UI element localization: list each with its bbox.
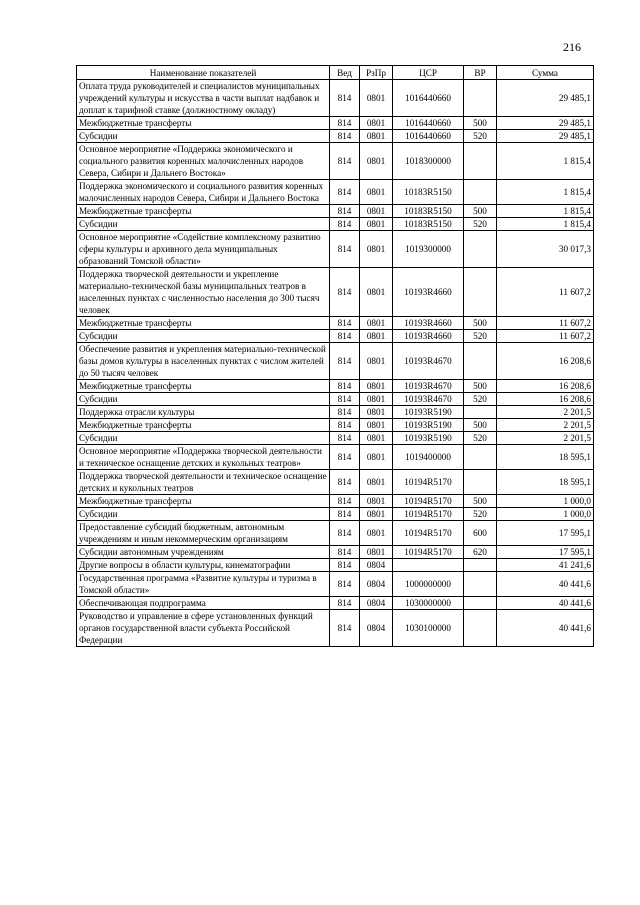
row-ved: 814 xyxy=(330,231,360,268)
table-row xyxy=(77,80,594,117)
row-sum: 29 485,1 xyxy=(497,80,594,117)
row-vr: 520 xyxy=(464,130,497,143)
row-name: Субсидии xyxy=(77,130,330,143)
row-vr: 620 xyxy=(464,546,497,559)
row-ved: 814 xyxy=(330,470,360,495)
row-csr: 10193R5190 xyxy=(393,419,464,432)
row-name: Поддержка экономического и социального развития коренных малочисленных народов Севера, Сибири и Дальнего Востока xyxy=(77,180,330,205)
row-csr: 10193R4670 xyxy=(393,393,464,406)
row-rzpr: 0801 xyxy=(360,180,393,205)
row-name: Субсидии автономным учреждениям xyxy=(77,546,330,559)
row-name: Субсидии xyxy=(77,432,330,445)
row-csr: 10193R5190 xyxy=(393,406,464,419)
row-sum: 17 595,1 xyxy=(497,546,594,559)
row-vr xyxy=(464,406,497,419)
row-name: Основное мероприятие «Поддержка экономического и социального развития коренных малочисленных народов Севера, Сибири и Дальнего Востока» xyxy=(77,143,330,180)
row-vr: 520 xyxy=(464,393,497,406)
row-sum: 16 208,6 xyxy=(497,343,594,380)
row-csr: 10193R5190 xyxy=(393,432,464,445)
row-rzpr: 0801 xyxy=(360,143,393,180)
row-rzpr: 0801 xyxy=(360,521,393,546)
row-ved: 814 xyxy=(330,546,360,559)
table-row xyxy=(77,495,594,508)
row-name: Предоставление субсидий бюджетным, автономным учреждениям и иным некоммерческим организациям xyxy=(77,521,330,546)
row-sum: 29 485,1 xyxy=(497,117,594,130)
row-name: Субсидии xyxy=(77,393,330,406)
row-csr: 10194R5170 xyxy=(393,521,464,546)
row-name: Межбюджетные трансферты xyxy=(77,117,330,130)
row-rzpr: 0804 xyxy=(360,572,393,597)
row-csr: 10183R5150 xyxy=(393,205,464,218)
row-name: Обеспечивающая подпрограмма xyxy=(77,597,330,610)
row-ved: 814 xyxy=(330,330,360,343)
row-rzpr: 0804 xyxy=(360,559,393,572)
row-name: Оплата труда руководителей и специалистов муниципальных учреждений культуры и искусства в части выплат надбавок и доплат к тарифной ставке (должностному окладу) xyxy=(77,80,330,117)
row-csr: 1030100000 xyxy=(393,610,464,647)
row-ved: 814 xyxy=(330,218,360,231)
row-name: Поддержка творческой деятельности и укрепление материально-технической базы муниципальных театров в населенных пунктах с численностью населения до 300 тысяч человек xyxy=(77,268,330,317)
table-row xyxy=(77,521,594,546)
table-row xyxy=(77,317,594,330)
row-csr: 1019300000 xyxy=(393,231,464,268)
row-rzpr: 0801 xyxy=(360,205,393,218)
row-rzpr: 0801 xyxy=(360,330,393,343)
budget-table xyxy=(76,65,594,647)
row-vr: 600 xyxy=(464,521,497,546)
row-vr xyxy=(464,597,497,610)
row-name: Обеспечение развития и укрепления материально-технической базы домов культуры в населенных пунктах с числом жителей до 50 тысяч человек xyxy=(77,343,330,380)
table-row xyxy=(77,406,594,419)
row-name: Основное мероприятие «Содействие комплексному развитию сферы культуры и архивного дела муниципальных образований Томской области» xyxy=(77,231,330,268)
row-ved: 814 xyxy=(330,495,360,508)
row-vr xyxy=(464,180,497,205)
row-csr xyxy=(393,559,464,572)
table-row xyxy=(77,393,594,406)
row-csr: 10194R5170 xyxy=(393,495,464,508)
row-sum: 11 607,2 xyxy=(497,317,594,330)
row-ved: 814 xyxy=(330,559,360,572)
row-rzpr: 0801 xyxy=(360,231,393,268)
row-rzpr: 0801 xyxy=(360,508,393,521)
row-sum: 18 595,1 xyxy=(497,445,594,470)
table-row xyxy=(77,546,594,559)
row-vr: 500 xyxy=(464,117,497,130)
row-name: Межбюджетные трансферты xyxy=(77,205,330,218)
row-sum: 17 595,1 xyxy=(497,521,594,546)
row-sum: 16 208,6 xyxy=(497,380,594,393)
row-rzpr: 0801 xyxy=(360,406,393,419)
row-csr: 1000000000 xyxy=(393,572,464,597)
row-sum: 40 441,6 xyxy=(497,597,594,610)
table-row xyxy=(77,610,594,647)
row-csr: 10183R5150 xyxy=(393,218,464,231)
row-vr xyxy=(464,143,497,180)
row-csr: 10194R5170 xyxy=(393,470,464,495)
page-number: 216 xyxy=(563,40,581,54)
row-ved: 814 xyxy=(330,205,360,218)
row-ved: 814 xyxy=(330,317,360,330)
row-ved: 814 xyxy=(330,597,360,610)
row-vr: 520 xyxy=(464,330,497,343)
table-row xyxy=(77,470,594,495)
header-sum: Сумма xyxy=(497,66,594,80)
row-ved: 814 xyxy=(330,80,360,117)
row-name: Руководство и управление в сфере установленных функций органов государственной власти субъекта Российской Федерации xyxy=(77,610,330,647)
row-sum: 11 607,2 xyxy=(497,330,594,343)
row-sum: 29 485,1 xyxy=(497,130,594,143)
table-header xyxy=(77,66,594,80)
table-row xyxy=(77,432,594,445)
header-row xyxy=(77,66,594,80)
row-csr: 10194R5170 xyxy=(393,546,464,559)
table-body xyxy=(77,80,594,647)
row-rzpr: 0801 xyxy=(360,393,393,406)
row-ved: 814 xyxy=(330,130,360,143)
row-rzpr: 0801 xyxy=(360,343,393,380)
row-csr: 10193R4670 xyxy=(393,343,464,380)
row-sum: 18 595,1 xyxy=(497,470,594,495)
row-sum: 30 017,3 xyxy=(497,231,594,268)
row-ved: 814 xyxy=(330,180,360,205)
row-sum: 1 815,4 xyxy=(497,143,594,180)
table-row xyxy=(77,180,594,205)
header-ved: Вед xyxy=(330,66,360,80)
header-csr: ЦСР xyxy=(393,66,464,80)
row-rzpr: 0804 xyxy=(360,610,393,647)
row-sum: 16 208,6 xyxy=(497,393,594,406)
table-row xyxy=(77,572,594,597)
table-row xyxy=(77,380,594,393)
row-vr: 520 xyxy=(464,432,497,445)
row-vr: 500 xyxy=(464,317,497,330)
row-sum: 1 815,4 xyxy=(497,218,594,231)
row-name: Межбюджетные трансферты xyxy=(77,317,330,330)
row-sum: 40 441,6 xyxy=(497,572,594,597)
row-name: Другие вопросы в области культуры, кинематографии xyxy=(77,559,330,572)
table-row xyxy=(77,419,594,432)
row-name: Поддержка отрасли культуры xyxy=(77,406,330,419)
row-vr: 500 xyxy=(464,380,497,393)
row-sum: 40 441,6 xyxy=(497,610,594,647)
row-rzpr: 0801 xyxy=(360,432,393,445)
row-csr: 10193R4660 xyxy=(393,268,464,317)
table-row xyxy=(77,231,594,268)
row-csr: 10183R5150 xyxy=(393,180,464,205)
table-row xyxy=(77,130,594,143)
row-ved: 814 xyxy=(330,393,360,406)
row-ved: 814 xyxy=(330,343,360,380)
row-rzpr: 0801 xyxy=(360,495,393,508)
row-sum: 2 201,5 xyxy=(497,432,594,445)
row-vr xyxy=(464,559,497,572)
row-csr: 1016440660 xyxy=(393,130,464,143)
row-ved: 814 xyxy=(330,143,360,180)
row-ved: 814 xyxy=(330,508,360,521)
row-vr: 520 xyxy=(464,508,497,521)
row-vr xyxy=(464,572,497,597)
row-ved: 814 xyxy=(330,432,360,445)
row-name: Государственная программа «Развитие культуры и туризма в Томской области» xyxy=(77,572,330,597)
row-sum: 41 241,6 xyxy=(497,559,594,572)
row-rzpr: 0801 xyxy=(360,380,393,393)
row-rzpr: 0801 xyxy=(360,317,393,330)
row-rzpr: 0801 xyxy=(360,470,393,495)
row-ved: 814 xyxy=(330,610,360,647)
table-row xyxy=(77,143,594,180)
row-rzpr: 0801 xyxy=(360,546,393,559)
row-rzpr: 0801 xyxy=(360,130,393,143)
row-rzpr: 0801 xyxy=(360,218,393,231)
row-rzpr: 0801 xyxy=(360,117,393,130)
row-ved: 814 xyxy=(330,268,360,317)
row-name: Субсидии xyxy=(77,330,330,343)
row-vr xyxy=(464,268,497,317)
table-row xyxy=(77,508,594,521)
row-vr: 500 xyxy=(464,419,497,432)
row-vr: 500 xyxy=(464,205,497,218)
row-vr: 520 xyxy=(464,218,497,231)
row-csr: 1018300000 xyxy=(393,143,464,180)
row-ved: 814 xyxy=(330,117,360,130)
row-ved: 814 xyxy=(330,380,360,393)
row-csr: 10193R4670 xyxy=(393,380,464,393)
row-csr: 1016440660 xyxy=(393,80,464,117)
table-row xyxy=(77,268,594,317)
row-name: Межбюджетные трансферты xyxy=(77,419,330,432)
row-name: Субсидии xyxy=(77,218,330,231)
header-rzpr: РзПр xyxy=(360,66,393,80)
table-row xyxy=(77,218,594,231)
row-ved: 814 xyxy=(330,406,360,419)
row-csr: 1019400000 xyxy=(393,445,464,470)
table-row xyxy=(77,343,594,380)
row-name: Субсидии xyxy=(77,508,330,521)
row-vr xyxy=(464,80,497,117)
table-row xyxy=(77,559,594,572)
row-name: Межбюджетные трансферты xyxy=(77,495,330,508)
table-row xyxy=(77,597,594,610)
row-sum: 1 815,4 xyxy=(497,205,594,218)
row-ved: 814 xyxy=(330,445,360,470)
header-name: Наименование показателей xyxy=(77,66,330,80)
table-row xyxy=(77,117,594,130)
row-vr xyxy=(464,445,497,470)
header-vr: ВР xyxy=(464,66,497,80)
row-csr: 1016440660 xyxy=(393,117,464,130)
row-vr: 500 xyxy=(464,495,497,508)
row-name: Основное мероприятие «Поддержка творческой деятельности и техническое оснащение детских и кукольных театров» xyxy=(77,445,330,470)
row-sum: 1 000,0 xyxy=(497,508,594,521)
row-ved: 814 xyxy=(330,572,360,597)
row-rzpr: 0801 xyxy=(360,80,393,117)
row-ved: 814 xyxy=(330,521,360,546)
table-row xyxy=(77,445,594,470)
row-sum: 2 201,5 xyxy=(497,419,594,432)
row-rzpr: 0801 xyxy=(360,445,393,470)
row-name: Поддержка творческой деятельности и техническое оснащение детских и кукольных театров xyxy=(77,470,330,495)
row-vr xyxy=(464,470,497,495)
table-row xyxy=(77,330,594,343)
row-vr xyxy=(464,231,497,268)
row-csr: 10193R4660 xyxy=(393,317,464,330)
row-sum: 2 201,5 xyxy=(497,406,594,419)
row-rzpr: 0804 xyxy=(360,597,393,610)
row-sum: 1 815,4 xyxy=(497,180,594,205)
row-sum: 1 000,0 xyxy=(497,495,594,508)
row-rzpr: 0801 xyxy=(360,419,393,432)
row-vr xyxy=(464,610,497,647)
row-name: Межбюджетные трансферты xyxy=(77,380,330,393)
row-csr: 10193R4660 xyxy=(393,330,464,343)
row-csr: 10194R5170 xyxy=(393,508,464,521)
row-ved: 814 xyxy=(330,419,360,432)
row-vr xyxy=(464,343,497,380)
row-rzpr: 0801 xyxy=(360,268,393,317)
row-sum: 11 607,2 xyxy=(497,268,594,317)
table-row xyxy=(77,205,594,218)
row-csr: 1030000000 xyxy=(393,597,464,610)
